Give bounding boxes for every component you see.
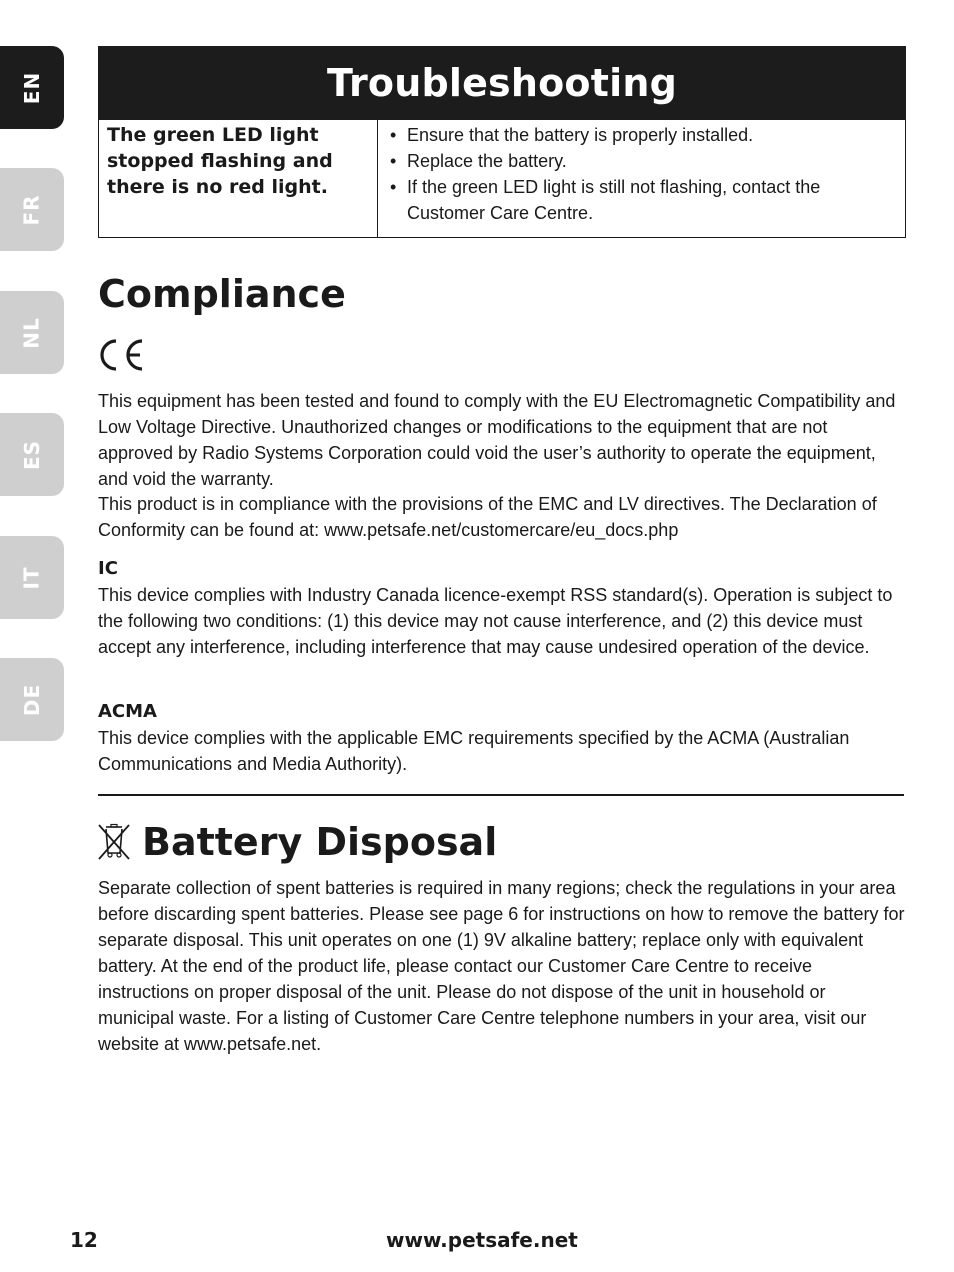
lang-tab-label: FR [20,193,44,226]
battery-disposal-paragraph: Separate collection of spent batteries is required in many regions; check the regulations in your area before discarding spent batteries. Please see page 6 for instructions on how to remove the battery for separate disposal. This unit operates on one (1) 9V alkaline battery; replace only with equivalent battery. At the end of the product life, please contact our Customer Care Centre to receive instructions on proper disposal of the unit. Please do not dispose of the unit in household or municipal waste. For a listing of Customer Care Centre telephone numbers in your area, visit our website at www.petsafe.net. [98,878,905,1054]
crossed-out-bin-icon [96,822,132,862]
lang-tab-label: IT [20,565,44,590]
lang-tab-nl[interactable] [0,291,64,374]
battery-disposal-title: Battery Disposal [142,820,498,864]
troubleshooting-problem: The green LED light stopped flashing and there is no red light. [99,120,378,237]
lang-tab-de[interactable] [0,658,64,741]
lang-tab-fr[interactable] [0,168,64,251]
eu-compliance-paragraph: This equipment has been tested and found to comply with the EU Electromagnetic Compatibility and Low Voltage Directive. Unauthorized changes or modifications to the equipment that are not approved by Radio Systems Corporation could void the user’s authority to operate the equipment, and void the warranty. [98,391,896,489]
troubleshooting-title: Troubleshooting [327,61,677,105]
ic-heading: IC [98,558,118,579]
footer-url[interactable]: www.petsafe.net [386,1228,578,1252]
troubleshooting-header [98,46,906,120]
troubleshooting-solutions [378,120,905,237]
lang-tab-en[interactable] [0,46,64,129]
lang-tab-label: DE [19,683,44,716]
language-tabs [0,0,66,1272]
solution-item: • Ensure that the battery is properly installed. [390,122,895,148]
troubleshooting-table [98,120,906,238]
lang-tab-label: ES [19,439,44,470]
lang-tab-es[interactable] [0,413,64,496]
lang-tab-label: EN [20,71,44,104]
section-divider [98,794,904,796]
acma-heading: ACMA [98,701,157,722]
ce-mark-icon [98,337,146,373]
lang-tab-it[interactable] [0,536,64,619]
compliance-title: Compliance [98,272,346,316]
emc-compliance-paragraph: This product is in compliance with the provisions of the EMC and LV directives. The Declaration of Conformity can be found at: www.petsafe.net/customercare/eu_docs.php [98,494,877,540]
acma-paragraph: This device complies with the applicable EMC requirements specified by the ACMA (Australian Communications and Media Authority). [98,728,850,774]
solution-item: • Replace the battery. [390,148,895,174]
solution-item: • If the green LED light is still not flashing, contact the Customer Care Centre. [390,174,895,226]
lang-tab-label: NL [19,316,44,349]
page-number: 12 [70,1228,98,1252]
ic-paragraph: This device complies with Industry Canada licence-exempt RSS standard(s). Operation is subject to the following two conditions: (1) this device may not cause interference, and (2) this device must accept any interference, including interference that may cause undesired operation of the device. [98,585,893,657]
